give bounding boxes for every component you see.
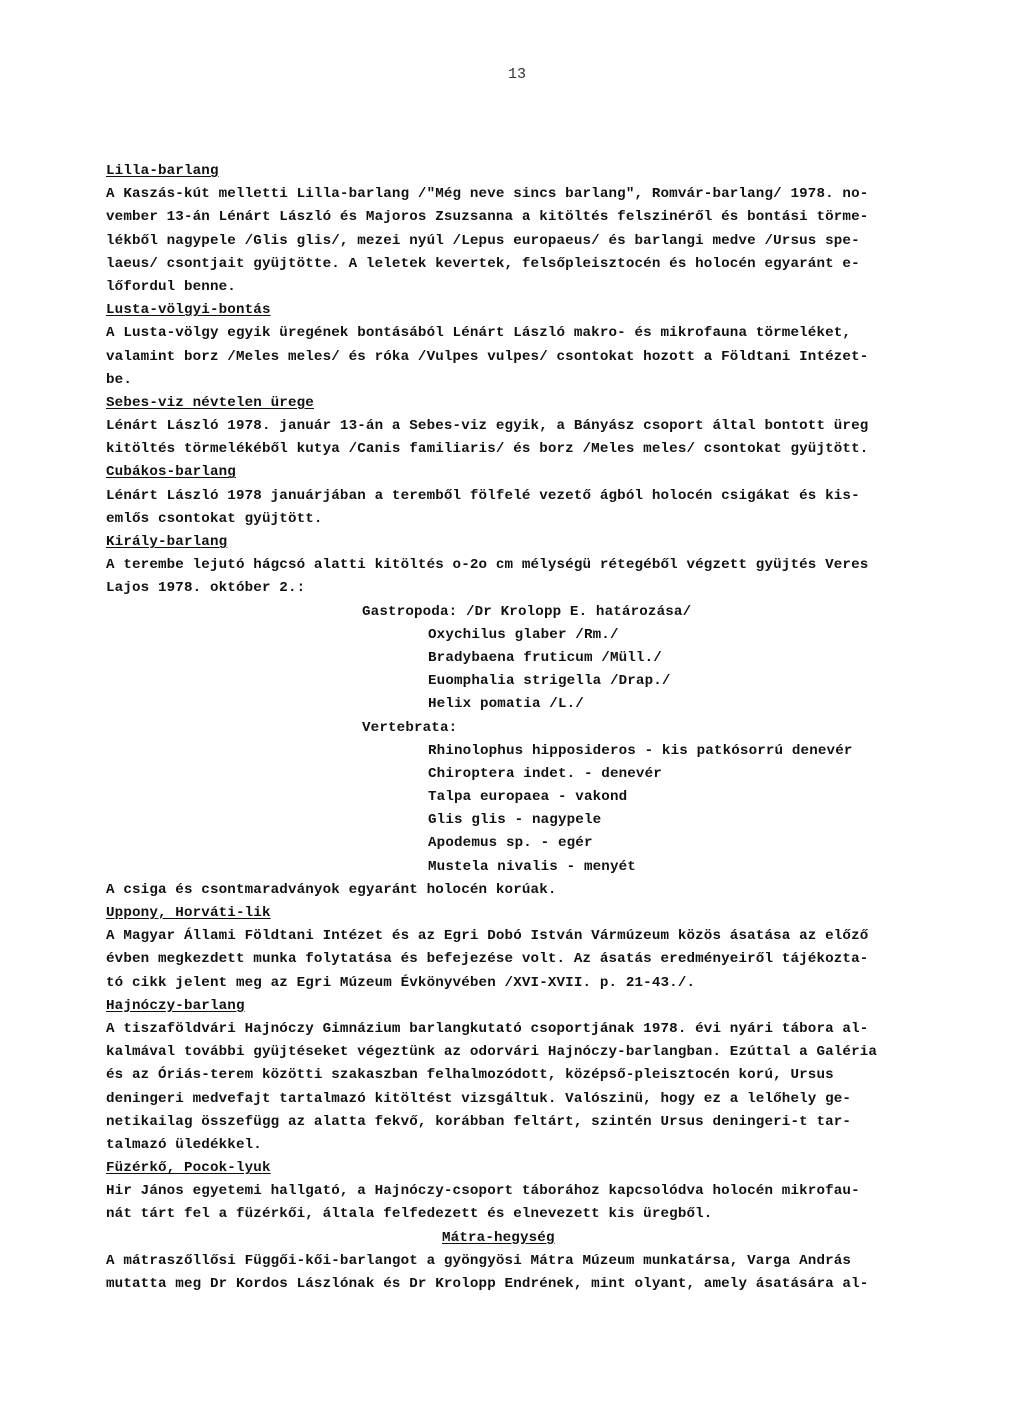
- paragraph-line: kitöltés törmelékéből kutya /Canis familiaris/ és borz /Meles meles/ csontokat gyüjtött.: [106, 441, 869, 458]
- species-item: Rhinolophus hipposideros - kis patkósorrú denevér: [428, 742, 853, 759]
- species-item: Mustela nivalis - menyét: [428, 858, 636, 875]
- paragraph-line: valamint borz /Meles meles/ és róka /Vulpes vulpes/ csontokat hozott a Földtani Intézet-: [106, 348, 869, 365]
- paragraph-line: vember 13-án Lénárt László és Majoros Zsuzsanna a kitöltés felszinéről és bontási törme-: [106, 209, 869, 226]
- paragraph-line: évben megkezdett munka folytatása és befejezése volt. Az ásatás eredményeiről tájékozta-: [106, 951, 869, 968]
- section-heading-fuzerko: Füzérkő, Pocok-lyuk: [106, 1160, 271, 1177]
- species-item: Chiroptera indet. - denevér: [428, 765, 662, 782]
- paragraph-line: be.: [106, 371, 132, 388]
- section-heading-sebes: Sebes-viz névtelen ürege: [106, 394, 314, 411]
- species-item: Apodemus sp. - egér: [428, 835, 593, 852]
- species-item: Oxychilus glaber /Rm./: [428, 626, 619, 643]
- paragraph-line: A terembe lejutó hágcsó alatti kitöltés o-2o cm mélységü rétegéből végzett gyüjtés Veres: [106, 557, 869, 574]
- section-heading-lusta: Lusta-völgyi-bontás: [106, 302, 271, 319]
- species-item: Talpa europaea - vakond: [428, 789, 628, 806]
- paragraph-line: A Kaszás-kút melletti Lilla-barlang /"Még neve sincs barlang", Romvár-barlang/ 1978. no-: [106, 186, 869, 203]
- paragraph-line: Lénárt László 1978 januárjában a teremből fölfelé vezető ágból holocén csigákat és kis-: [106, 487, 860, 504]
- section-heading-lilla: Lilla-barlang: [106, 163, 219, 179]
- paragraph-line: netikailag összefügg az alatta fekvő, korábban feltárt, szintén Ursus deningeri-t tar-: [106, 1113, 852, 1130]
- paragraph-line: mutatta meg Dr Kordos Lászlónak és Dr Krolopp Endrének, mint olyant, amely ásatására al-: [106, 1276, 869, 1292]
- species-item: Helix pomatia /L./: [428, 696, 584, 713]
- paragraph-line: talmazó üledékkel.: [106, 1136, 262, 1153]
- vertebrata-header: Vertebrata:: [362, 719, 458, 736]
- paragraph-line: A Magyar Állami Földtani Intézet és az Egri Dobó István Vármúzeum közös ásatása az előző: [106, 928, 869, 945]
- paragraph-line: A tiszaföldvári Hajnóczy Gimnázium barlangkutató csoportjának 1978. évi nyári tábora al-: [106, 1020, 869, 1037]
- paragraph-line: Lajos 1978. október 2.:: [106, 580, 306, 597]
- paragraph-line: lékből nagypele /Glis glis/, mezei nyúl /Lepus europaeus/ és barlangi medve /Ursus spe-: [106, 232, 860, 249]
- section-heading-hajnoczy: Hajnóczy-barlang: [106, 997, 245, 1014]
- paragraph-line: kalmával további gyüjtéseket végeztünk az odorvári Hajnóczy-barlangban. Ezúttal a Galéria: [106, 1044, 878, 1061]
- section-heading-cubakos: Cubákos-barlang: [106, 464, 236, 481]
- section-heading-matra: Mátra-hegység: [442, 1229, 555, 1246]
- paragraph-line: laeus/ csontjait gyüjtötte. A leletek kevertek, felsőpleisztocén és holocén egyaránt e-: [106, 255, 860, 272]
- section-heading-uppony: Uppony, Horváti-lik: [106, 905, 271, 921]
- paragraph-line: A mátraszőllősi Függői-kői-barlangot a gyöngyösi Mátra Múzeum munkatársa, Varga András: [106, 1252, 852, 1269]
- paragraph-line: Hir János egyetemi hallgató, a Hajnóczy-csoport táborához kapcsolódva holocén mikrofau-: [106, 1183, 860, 1200]
- page-number: 13: [508, 66, 527, 83]
- species-item: Bradybaena fruticum /Müll./: [428, 649, 662, 666]
- paragraph-line: lőfordul benne.: [106, 278, 236, 295]
- paragraph-line: deningeri medvefajt tartalmazó kitöltést vizsgáltuk. Valószinü, hogy ez a lelőhely ge-: [106, 1090, 852, 1107]
- paragraph-line: A Lusta-völgy egyik üregének bontásából Lénárt László makro- és mikrofauna törmeléket,: [106, 325, 852, 342]
- section-heading-kiraly: Király-barlang: [106, 534, 228, 550]
- species-item: Euomphalia strigella /Drap./: [428, 673, 671, 690]
- paragraph-line: tó cikk jelent meg az Egri Múzeum Évkönyvében /XVI-XVII. p. 21-43./.: [106, 974, 696, 991]
- paragraph-line: és az Óriás-terem közötti szakaszban felhalmozódott, középső-pleisztocén korú, Ursus: [106, 1067, 834, 1084]
- paragraph-line: Lénárt László 1978. január 13-án a Sebes-viz egyik, a Bányász csoport által bontott üreg: [106, 418, 869, 435]
- document-body: [106, 160, 954, 1296]
- species-item: Glis glis - nagypele: [428, 812, 602, 829]
- paragraph-line: A csiga és csontmaradványok egyaránt holocén korúak.: [106, 881, 557, 898]
- paragraph-line: emlős csontokat gyüjtött.: [106, 510, 323, 527]
- gastropoda-header: Gastropoda: /Dr Krolopp E. határozása/: [362, 603, 692, 620]
- paragraph-line: nát tárt fel a füzérkői, általa felfedezett és elnevezett kis üregből.: [106, 1206, 713, 1223]
